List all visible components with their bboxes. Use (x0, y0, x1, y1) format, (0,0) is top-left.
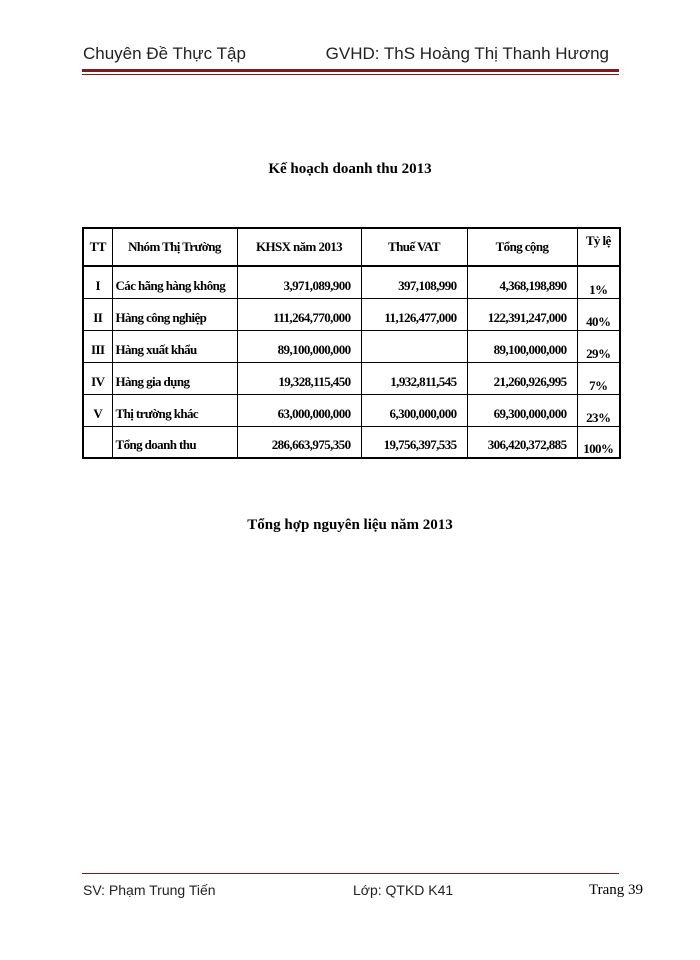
table-row (83, 362, 620, 394)
row-total: 21,260,926,995 (467, 362, 577, 394)
page-footer (83, 882, 643, 904)
row-market: Tổng doanh thu (112, 426, 237, 458)
row-ratio: 29% (577, 330, 620, 362)
row-vat (361, 330, 467, 362)
header-market-group: Nhóm Thị Trường (112, 228, 237, 266)
row-vat: 19,756,397,535 (361, 426, 467, 458)
row-index: I (83, 266, 112, 298)
header-rule-thin (82, 74, 619, 75)
row-vat: 1,932,811,545 (361, 362, 467, 394)
row-ratio: 7% (577, 362, 620, 394)
header-vat: Thuế VAT (361, 228, 467, 266)
table-row (83, 266, 620, 298)
row-plan: 3,971,089,900 (237, 266, 361, 298)
row-total: 4,368,198,890 (467, 266, 577, 298)
row-vat: 11,126,477,000 (361, 298, 467, 330)
row-plan: 286,663,975,350 (237, 426, 361, 458)
table-row (83, 394, 620, 426)
header-ratio: Tỷ lệ (577, 228, 620, 266)
table-row (83, 330, 620, 362)
header-rule-thick (82, 69, 619, 72)
row-ratio: 40% (577, 298, 620, 330)
header-supervisor: GVHD: ThS Hoàng Thị Thanh Hương (325, 44, 609, 63)
row-index (83, 426, 112, 458)
row-market: Hàng gia dụng (112, 362, 237, 394)
row-plan: 111,264,770,000 (237, 298, 361, 330)
row-market: Các hãng hàng không (112, 266, 237, 298)
revenue-plan-title: Kế hoạch doanh thu 2013 (268, 161, 432, 177)
row-index: III (83, 330, 112, 362)
footer-class: Lớp: QTKD K41 (353, 882, 454, 898)
row-ratio: 100% (577, 426, 620, 458)
header-total: Tổng cộng (467, 228, 577, 266)
row-market: Hàng xuất khẩu (112, 330, 237, 362)
page-header (83, 44, 617, 68)
row-market: Hàng công nghiệp (112, 298, 237, 330)
header-tt: TT (83, 228, 112, 266)
row-vat: 6,300,000,000 (361, 394, 467, 426)
footer-student: SV: Phạm Trung Tiến (83, 882, 216, 898)
revenue-table (82, 227, 621, 459)
row-index: II (83, 298, 112, 330)
materials-summary-title: Tổng hợp nguyên liệu năm 2013 (247, 517, 453, 533)
table-row (83, 298, 620, 330)
table-header-row (83, 228, 620, 266)
header-plan-2013: KHSX năm 2013 (237, 228, 361, 266)
row-plan: 63,000,000,000 (237, 394, 361, 426)
row-plan: 19,328,115,450 (237, 362, 361, 394)
header-document-type: Chuyên Đề Thực Tập (83, 44, 246, 63)
row-vat: 397,108,990 (361, 266, 467, 298)
row-ratio: 23% (577, 394, 620, 426)
footer-rule (82, 873, 619, 874)
row-ratio: 1% (577, 266, 620, 298)
row-index: IV (83, 362, 112, 394)
row-total: 69,300,000,000 (467, 394, 577, 426)
row-total: 122,391,247,000 (467, 298, 577, 330)
footer-page-number: Trang 39 (588, 882, 643, 898)
row-total: 89,100,000,000 (467, 330, 577, 362)
row-plan: 89,100,000,000 (237, 330, 361, 362)
table-total-row (83, 426, 620, 458)
row-market: Thị trường khác (112, 394, 237, 426)
row-total: 306,420,372,885 (467, 426, 577, 458)
row-index: V (83, 394, 112, 426)
